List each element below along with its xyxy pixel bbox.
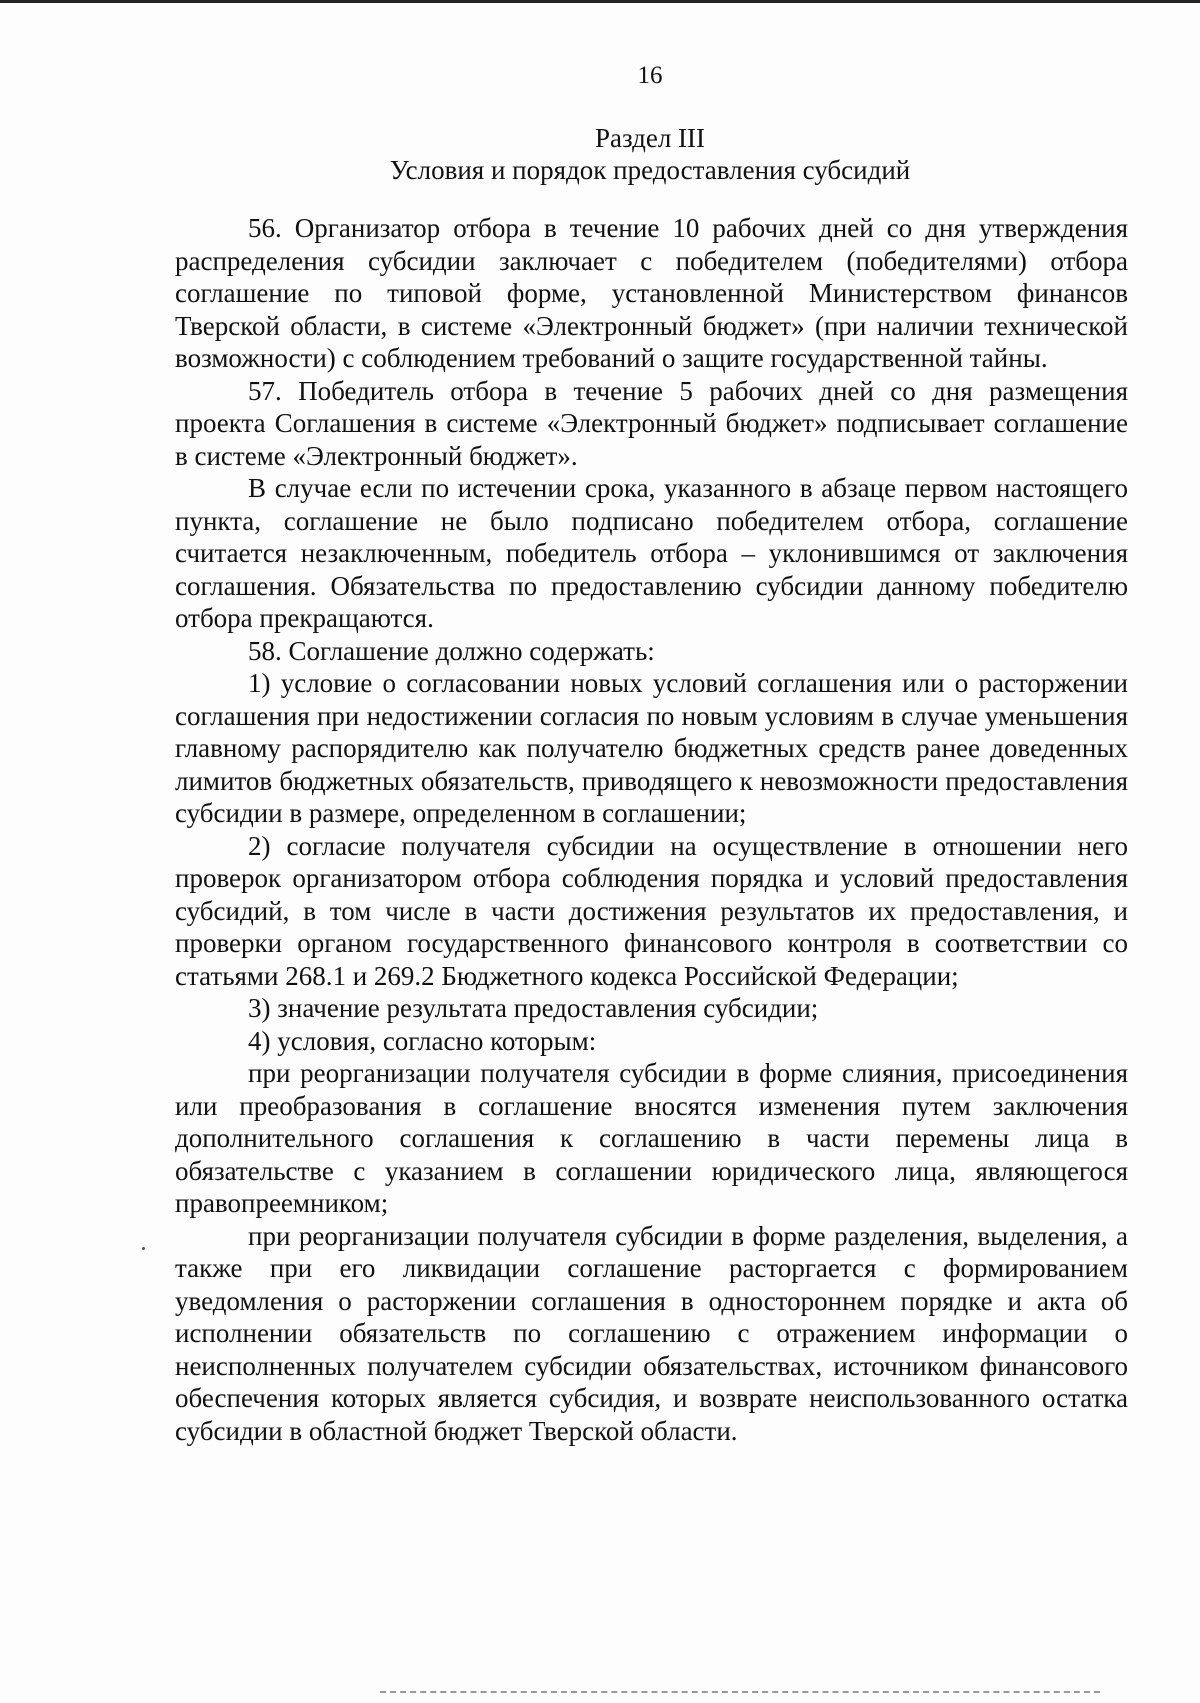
list-item-4-merger: при реорганизации получателя субсидии в форме слияния, присоединения или преобразования в соглашение вносятся изменения путем заключения дополнительного соглашения к соглашению в части перемены лица в обязательстве с указанием в соглашении юридического лица, являющегося правопреемником; (175, 1058, 1128, 1218)
page-number: 16 (637, 62, 663, 89)
paragraph-57: 57. Победитель отбора в течение 5 рабочих дней со дня размещения проекта Соглашения в системе «Электронный бюджет» подписывает соглашение в системе «Электронный бюджет». (175, 375, 1128, 471)
paragraph-56: 56. Организатор отбора в течение 10 рабочих дней со дня утверждения распределения субсидии заключает с победителем (победителями) отбора соглашение по типовой форме, установленной Министерством финансов Тверской области, в системе «Электронный бюджет» (при наличии технической возможности) с соблюдением требований о защите государственной тайны. (175, 213, 1128, 373)
section-title: Условия и порядок предоставления субсидий (389, 155, 911, 185)
section-heading: Раздел III (594, 123, 706, 153)
scan-edge-bottom (380, 1691, 1100, 1695)
list-item-4-division: при реорганизации получателя субсидии в форме разделения, выделения, а также при его ликвидации соглашение расторгается с формированием уведомления о расторжении соглашения в одностороннем порядке и акта об исполнении обязательств по соглашению с отражением информации о неисполненных получателем субсидии обязательствах, источником финансового обеспечения которых является субсидия, и возврате неиспользованного остатка субсидии в областной бюджет Тверской области. (175, 1220, 1128, 1446)
scan-speck (142, 1247, 145, 1250)
list-item-1: 1) условие о согласовании новых условий соглашения или о расторжении соглашения при недостижении согласия по новым условиям в случае уменьшения главному распорядителю как получателю бюджетных средств ранее доведенных лимитов бюджетных обязательств, приводящего к невозможности предоставления субсидии в размере, определенном в соглашении; (175, 668, 1128, 828)
paragraph-58: 58. Соглашение должно содержать: (248, 635, 655, 666)
list-item-3: 3) значение результата предоставления субсидии; (248, 993, 819, 1023)
paragraph-57-note: В случае если по истечении срока, указанного в абзаце первом настоящего пункта, соглашение не было подписано победителем отбора, соглашение считается незаключенным, победитель отбора – уклонившимся от заключения соглашения. Обязательства по предоставлению субсидии данному победителю отбора прекращаются. (175, 473, 1128, 633)
body-text (175, 212, 1128, 1447)
scan-edge-top (0, 0, 1200, 3)
list-item-2: 2) согласие получателя субсидии на осуществление в отношении него проверок организатором отбора соблюдения порядка и условий предоставления субсидий, в том числе в части достижения результатов их предоставления, и проверки органом государственного финансового контроля в соответствии со статьями 268.1 и 269.2 Бюджетного кодекса Российской Федерации; (175, 830, 1128, 991)
list-item-4: 4) условия, согласно которым: (248, 1025, 597, 1056)
